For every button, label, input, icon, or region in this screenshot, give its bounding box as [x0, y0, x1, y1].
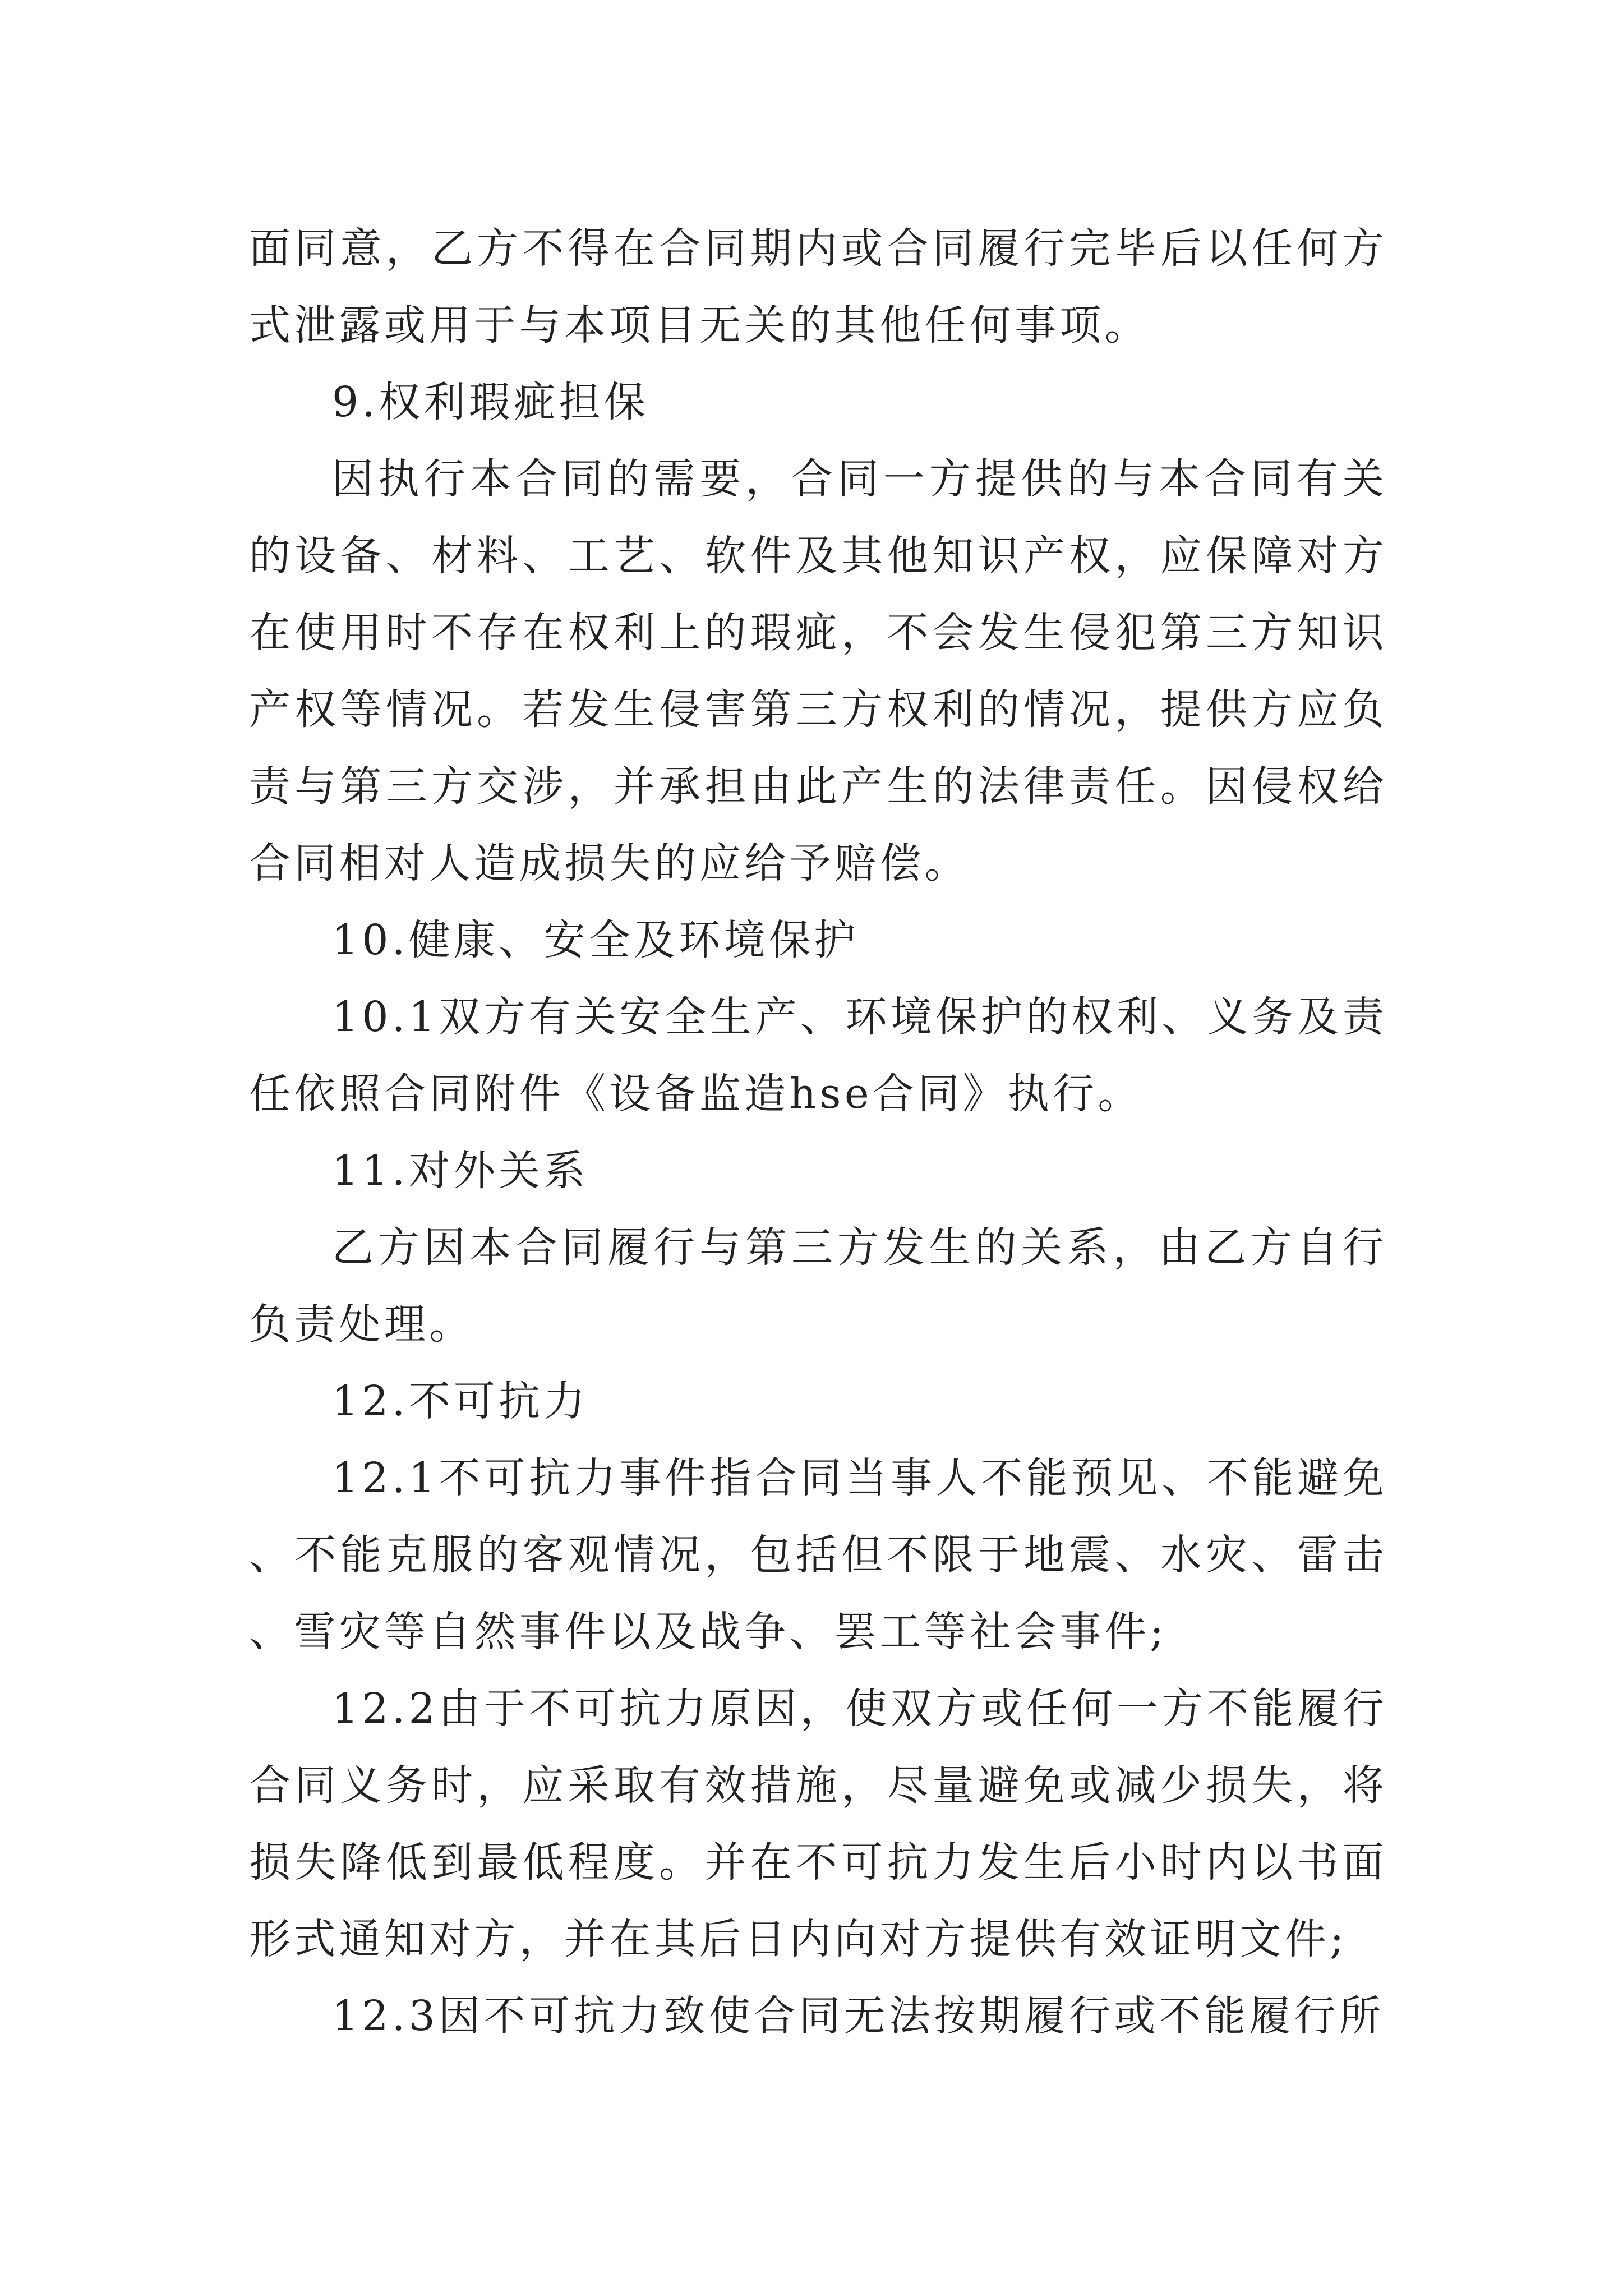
- paragraph-12-3: 12.3因不可抗力致使合同无法按期履行或不能履行所: [332, 1992, 1385, 2040]
- paragraph-9-rights-warranty: 因执行本合同的需要，合同一方提供的与本合同有关的设备、材料、工艺、软件及其他知识产权，应保障对方在使用时不存在权利上的瑕疵，不会发生侵犯第三方知识产权等情况。若发生侵害第三方权利的情况，提供方应负责与第三方交涉，并承担由此产生的法律责任。因侵权给合同相对人造成损失的应给予赔偿。: [249, 455, 1387, 887]
- paragraph-10-1: 10.1双方有关安全生产、环境保护的权利、义务及责任依照合同附件《设备监造hse合同》执行。: [249, 993, 1387, 1118]
- paragraph-12-2: 12.2由于不可抗力原因，使双方或任何一方不能履行合同义务时，应采取有效措施，尽量避免或减少损失，将损失降低到最低程度。并在不可抗力发生后小时内以书面形式通知对方，并在其后日内向对方提供有效证明文件;: [249, 1685, 1387, 1963]
- section-heading-9: 9.权利瑕疵担保: [332, 378, 649, 426]
- section-heading-12: 12.不可抗力: [332, 1377, 589, 1425]
- paragraph-12-1: 12.1不可抗力事件指合同当事人不能预见、不能避免、不能克服的客观情况，包括但不限于地震、水灾、雷击、雪灾等自然事件以及战争、罢工等社会事件;: [249, 1454, 1387, 1656]
- paragraph-11-external-relations: 乙方因本合同履行与第三方发生的关系，由乙方自行负责处理。: [249, 1223, 1387, 1349]
- section-heading-11: 11.对外关系: [332, 1147, 589, 1195]
- section-heading-10: 10.健康、安全及环境保护: [332, 916, 859, 964]
- document-body: [249, 210, 1387, 2055]
- paragraph-confidentiality-continued: 面同意，乙方不得在合同期内或合同履行完毕后以任何方式泄露或用于与本项目无关的其他任何事项。: [249, 224, 1387, 349]
